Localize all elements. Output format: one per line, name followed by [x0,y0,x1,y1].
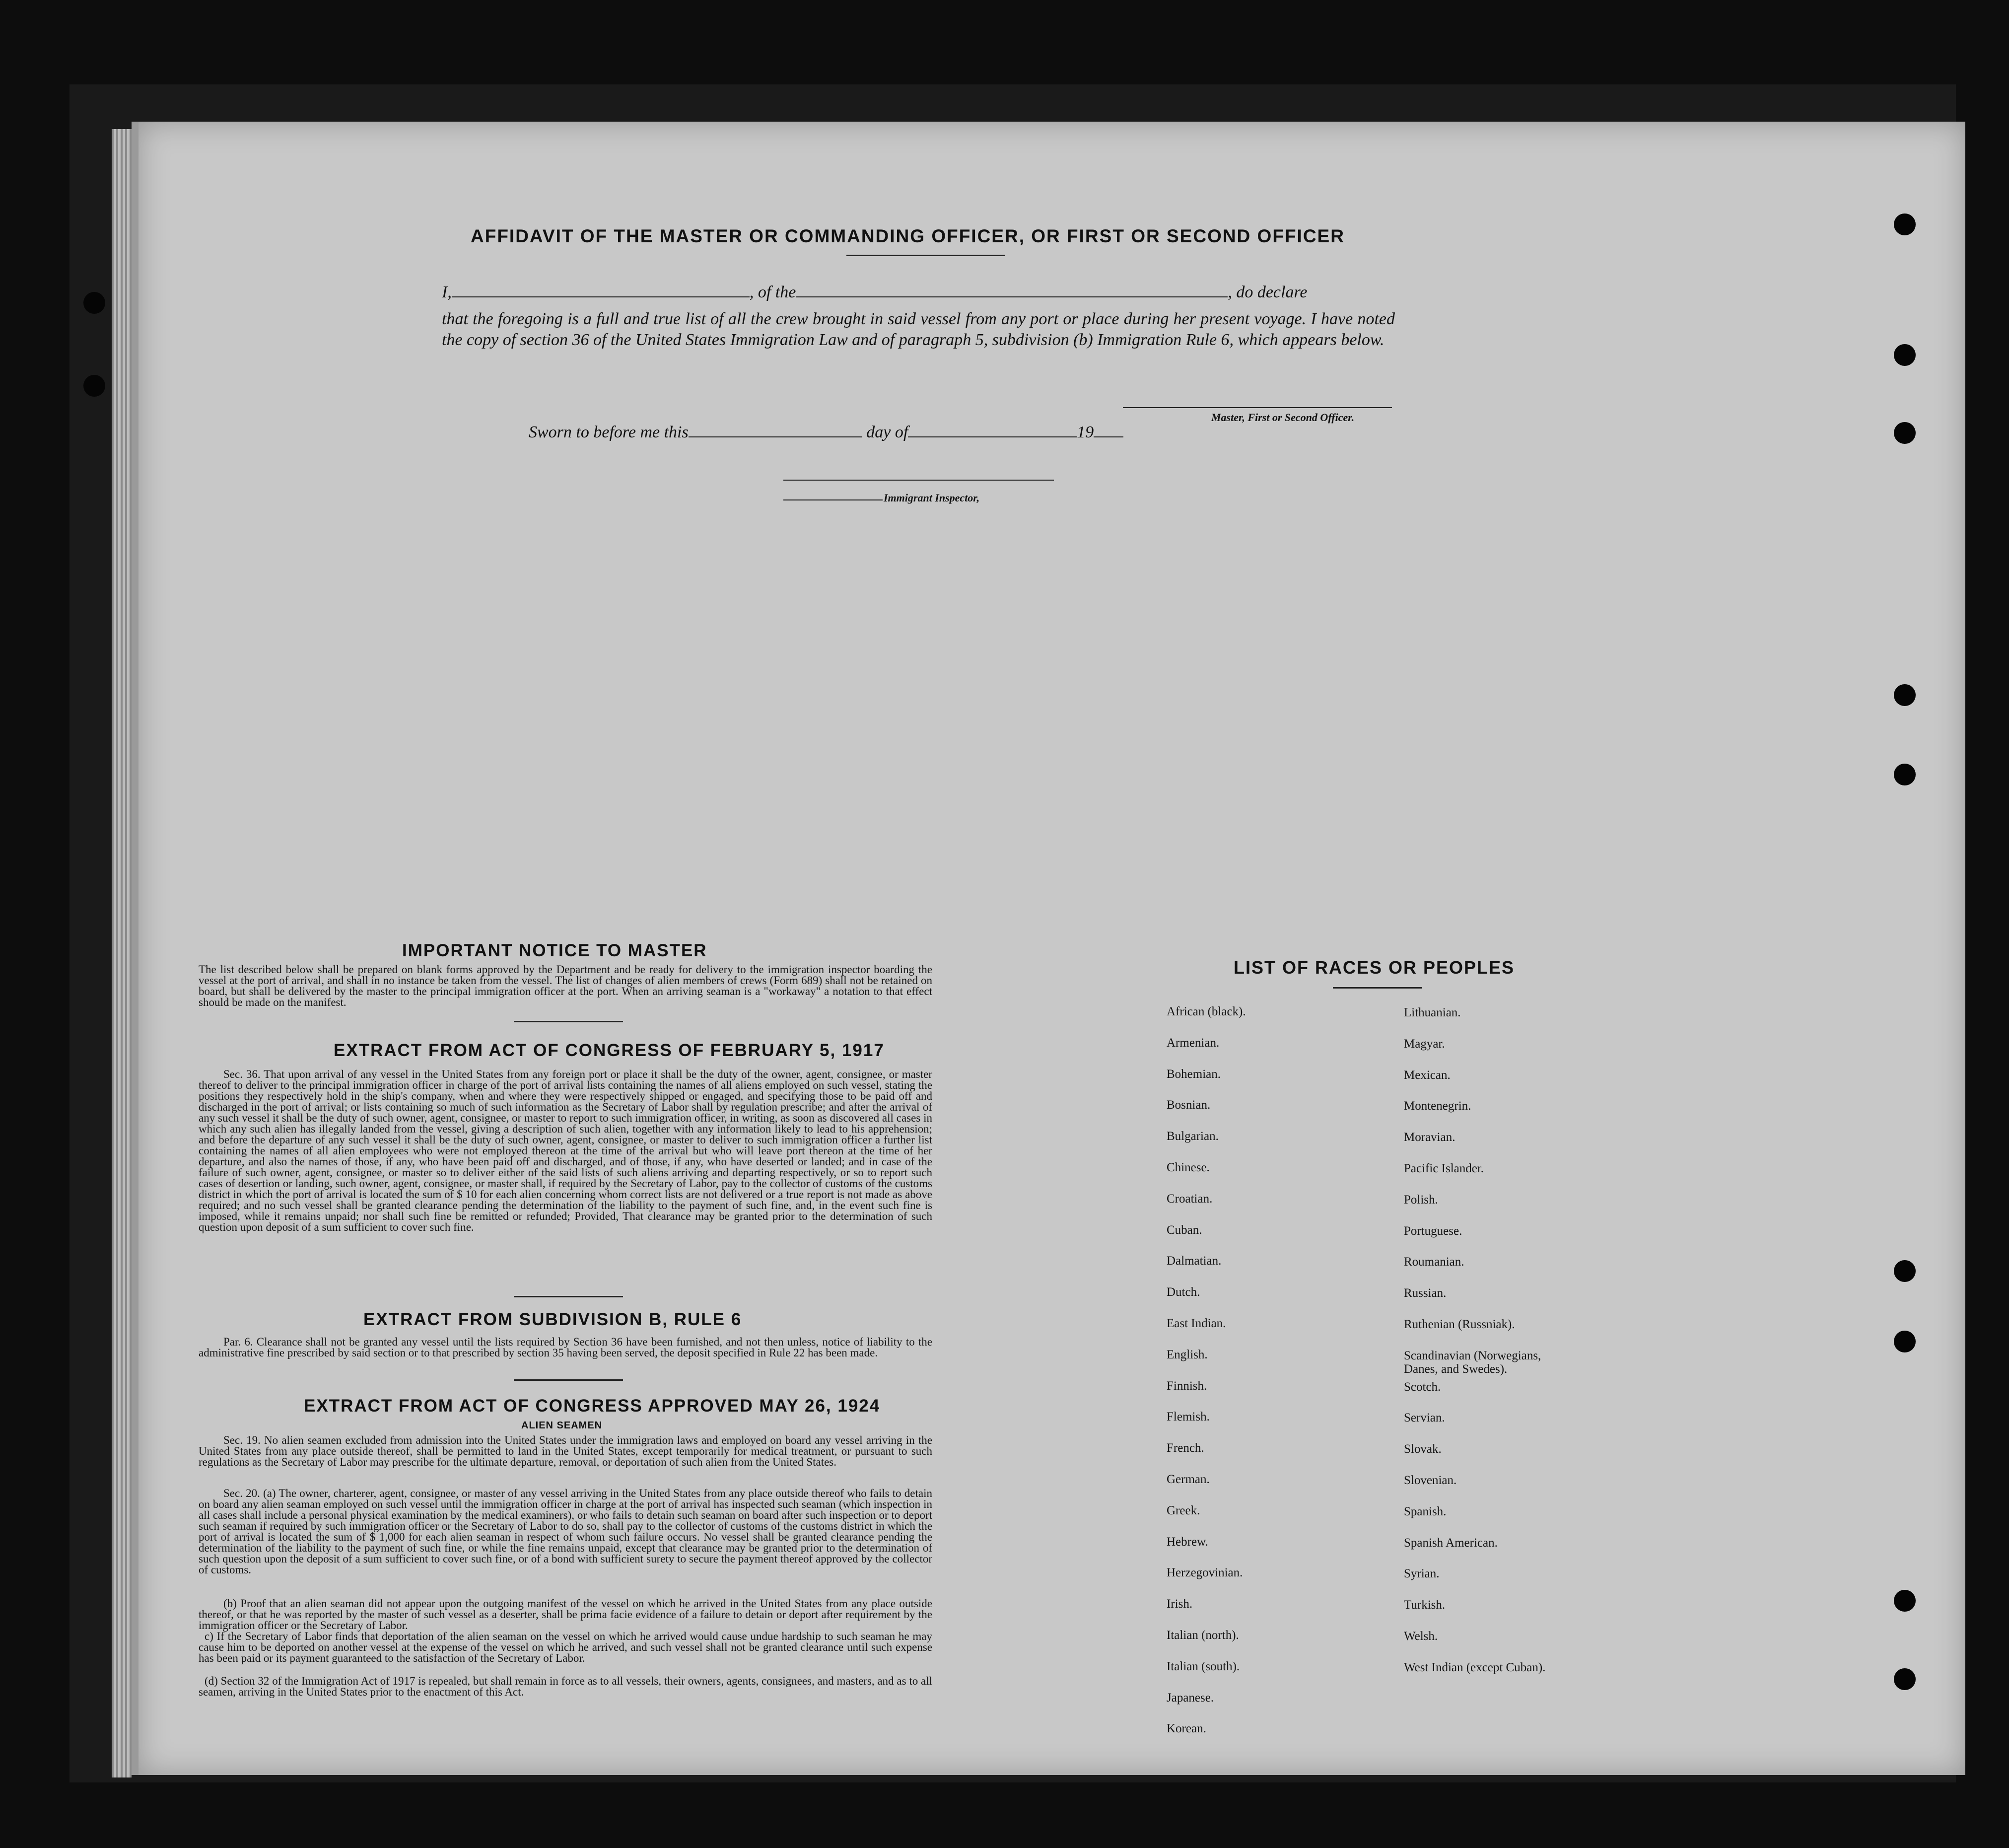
binder-hole [1894,684,1916,706]
race-entry: Portuguese. [1404,1224,1462,1238]
race-entry: Croatian. [1167,1192,1213,1206]
race-entry: Syrian. [1404,1567,1440,1581]
inspector-signature-line[interactable] [783,499,883,500]
race-entry: Hebrew. [1167,1535,1208,1549]
rule-6-body: Par. 6. Clearance shall not be granted any vessel until the lists required by Section 36 have been furnished, and not then unless, notice of liability to the administrative fine prescribed by said section or to that prescribed by section 35 having been served, the deposit specified in Rule 22 has been made. [199,1336,932,1359]
race-entry: Magyar. [1404,1037,1445,1051]
race-entry: Russian. [1404,1286,1447,1300]
binder-hole [1894,764,1916,785]
signature-label: Master, First or Second Officer. [1211,411,1355,424]
title-underline [846,255,1005,256]
section-20d-text: (d) Section 32 of the Immigration Act of 1917 is repealed, but shall remain in force as to all vessels, their owners, agents, consignees, and masters, and as to all seamen, arriving in the United States prior to the enactment of this Act. [199,1675,932,1698]
extract-1917-divider [514,1296,623,1297]
vessel-name-blank[interactable] [796,295,1228,297]
race-entry: Greek. [1167,1503,1200,1517]
race-entry: Bohemian. [1167,1067,1221,1081]
race-entry: Flemish. [1167,1410,1210,1424]
race-entry: Slovenian. [1404,1473,1457,1487]
binder-hole [83,375,105,397]
race-entry: Turkish. [1404,1598,1446,1612]
races-divider [1333,987,1422,989]
race-entry: Welsh. [1404,1629,1438,1643]
race-entry: Dalmatian. [1167,1254,1222,1268]
race-entry: Chinese. [1167,1160,1210,1174]
binder-hole [1894,1331,1916,1352]
binder-hole [1894,1260,1916,1282]
inspector-label: Immigrant Inspector, [884,492,980,504]
sworn-day-blank[interactable] [689,435,862,437]
sworn-month-blank[interactable] [908,435,1077,437]
race-entry: Moravian. [1404,1131,1455,1144]
extract-1917-body: Sec. 36. That upon arrival of any vessel in the United States from any foreign port or place it shall be the duty of the owner, agent, consignee, or master thereof to deliver to the principal immigration officer in charge of the port of arrival lists containing the names of all aliens employed on such vessel, stating the positions they respectively hold in the ship's company, when and where they were respectively shipped or engaged, and specifying those to be paid off and discharged in the port of arrival; or lists containing so much of such information as the Secretary of Labor shall by regulation prescribe; and after the arrival of any such vessel it shall be the duty of such owner, agent, consignee, or master to report to such immigration officer, in writing, as soon as discovered all cases in which any such alien has illegally landed from the vessel, giving a description of such alien, together with any information likely to lead to his apprehension; and before the departure of any such vessel it shall be the duty of such owner, agent, consignee, or master to deliver to such immigration officer a further list containing the names of all alien employees who were not employed thereon at the time of the arrival but who will leave port thereon at the time of her departure, and also the names of those, if any, who have been paid off and discharged, and of those, if any, who have deserted or landed; and in case of the failure of such owner, agent, consignee, or master so to deliver either of the said lists of such aliens arriving and departing respectively, or so to report such cases of desertion or landing, such owner, agent, consignee, or master shall, if required by the Secretary of Labor, pay to the collector of customs of the customs district in which the port of arrival is located the sum of $ 10 for each alien concerning whom correct lists are not delivered or a true report is not made as above required; and no such vessel shall be granted clearance pending the determination of the liability to the payment of such fine, and, in the event such fine is imposed, while it remains unpaid; nor shall such fine be remitted or refunded; Provided, That clearance may be granted prior to the determination of such question upon deposit of a sum sufficient to cover such fine. [199,1068,932,1233]
race-entry: West Indian (except Cuban). [1404,1660,1546,1674]
race-entry: Italian (south). [1167,1659,1240,1673]
declaration-line [442,283,1395,302]
binder-hole [1894,344,1916,366]
inspector-line-top [783,480,1054,481]
race-entry: Irish. [1167,1597,1193,1611]
races-list-right [1404,1006,1662,1692]
extract-1917-title: EXTRACT FROM ACT OF CONGRESS OF FEBRUARY 5, 1917 [334,1041,885,1060]
binder-hole [1894,1590,1916,1612]
race-entry: French. [1167,1441,1204,1455]
sworn-year: 19 [1077,423,1094,441]
declarant-name-blank[interactable] [452,295,750,297]
declare-suffix: , do declare [1228,283,1308,301]
race-entry: Herzegovinian. [1167,1566,1243,1580]
sworn-year-blank[interactable] [1094,435,1123,437]
sworn-line [529,423,1123,442]
race-entry: German. [1167,1472,1210,1486]
race-entry: Scandinavian (Norwegians, Danes, and Swedes). [1404,1349,1541,1376]
race-entry: Spanish American. [1404,1536,1498,1550]
race-entry: Lithuanian. [1404,1006,1461,1019]
vessel-prefix: , of the [749,283,796,301]
races-list-left [1167,1005,1375,1753]
notice-body: The list described below shall be prepared on blank forms approved by the Department and be ready for delivery to the immigration inspector boarding the vessel at the port of arrival, and shall in no instance be taken from the vessel. The list of changes of alien members of crews (Form 689) shall not be retained on board, but shall be delivered by the master to the principal immigration officer at the port. When an arriving seaman is a "workaway" a notation to that effect should be made on the manifest. [199,963,932,1008]
affidavit-title: AFFIDAVIT OF THE MASTER OR COMMANDING OFFICER, OR FIRST OR SECOND OFFICER [471,226,1345,246]
race-entry: Servian. [1404,1411,1445,1425]
race-entry: Armenian. [1167,1036,1220,1050]
sworn-day-of: day of [866,423,908,441]
races-title: LIST OF RACES OR PEOPLES [1234,957,1515,978]
binder-hole [83,292,105,314]
race-entry: Roumanian. [1404,1255,1464,1269]
notice-title: IMPORTANT NOTICE TO MASTER [402,941,707,960]
section-20b-text: (b) Proof that an alien seaman did not appear upon the outgoing manifest of the vessel on which he arrived in the United States from any place outside thereof, or that he was reported by the master of such vessel as a deserter, shall be prima facie evidence of a failure to detain or deport after requirement by the immigration officer or the Secretary of Labor. [199,1597,932,1632]
race-entry: Italian (north). [1167,1628,1239,1642]
race-entry: Montenegrin. [1404,1099,1471,1113]
race-entry: East Indian. [1167,1316,1226,1330]
race-entry: Slovak. [1404,1442,1442,1456]
race-entry: Bosnian. [1167,1098,1211,1112]
binder-hole [1894,213,1916,235]
race-entry: Mexican. [1404,1068,1451,1082]
sworn-prefix: Sworn to before me this [529,423,689,441]
race-entry: Polish. [1404,1193,1438,1207]
section-20a-text: Sec. 20. (a) The owner, charterer, agent, consignee, or master of any vessel arriving in the United States from any place outside thereof who fails to detain on board any alien seaman employed on such vessel until the immigration officer in charge at the port of arrival has inspected such seaman (which inspection in all cases shall include a personal physical examination by the medical examiners), or who fails to detain such seaman on board after such inspection or to deport such seaman if required by such immigration officer or the Secretary of Labor to do so, shall pay to the collector of customs of the customs district in which the port of arrival is located the sum of $ 1,000 for each alien seaman in respect of whom such failure occurs. No vessel shall be granted clearance pending the determination of the liability to the payment of such fine, or while the fine remains unpaid, except that clearance may be granted prior to the determination of such question upon the deposit of a sum sufficient to cover such fine, or of a bond with sufficient surety to secure the payment thereof approved by the collector of customs. [199,1487,932,1576]
signature-line[interactable] [1123,407,1392,408]
binder-hole [1894,422,1916,444]
stacked-page-edges [112,129,132,1777]
extract-1924-title: EXTRACT FROM ACT OF CONGRESS APPROVED MAY 26, 1924 [304,1396,881,1416]
declarant-prefix: I, [442,283,452,301]
race-entry: Finnish. [1167,1379,1207,1393]
race-entry: Korean. [1167,1722,1206,1736]
race-entry: African (black). [1167,1005,1246,1018]
alien-seamen-subtitle: ALIEN SEAMEN [521,1420,603,1431]
race-entry: Ruthenian (Russniak). [1404,1317,1515,1331]
race-entry: Bulgarian. [1167,1130,1219,1143]
race-entry: Japanese. [1167,1691,1214,1705]
rule-6-title: EXTRACT FROM SUBDIVISION B, RULE 6 [363,1310,742,1329]
race-entry: Dutch. [1167,1285,1200,1299]
race-entry: Pacific Islander. [1404,1161,1484,1175]
binder-hole [1894,1668,1916,1690]
rule-6-divider [514,1379,623,1381]
race-entry: Spanish. [1404,1504,1447,1518]
section-20c-text: c) If the Secretary of Labor finds that deportation of the alien seaman on the vessel on which he arrived would cause undue hardship to such seaman he may cause him to be deported on another vessel at the expense of the vessel on which he arrived, and such vessel shall not be granted clearance until such expense has been paid or its payment guaranteed to the satisfaction of the Secretary of Labor. [199,1630,932,1664]
affidavit-body: that the foregoing is a full and true list of all the crew brought in said vessel from any port or place during her present voyage. I have noted the copy of section 36 of the United States Immigration Law and of paragraph 5, subdivision (b) Immigration Rule 6, which appears below. [442,310,1395,349]
section-19-text: Sec. 19. No alien seamen excluded from admission into the United States under the immigration laws and employed on board any vessel arriving in the United States from any place outside thereof, shall be permitted to land in the United States, except temporarily for medical treatment, or pursuant to such regulations as the Secretary of Labor may prescribe for the ultimate departure, removal, or deportation of such alien from the United States. [199,1434,932,1468]
race-entry: Scotch. [1404,1380,1441,1394]
race-entry: Cuban. [1167,1223,1202,1237]
race-entry: English. [1167,1348,1208,1361]
notice-divider [514,1021,623,1022]
